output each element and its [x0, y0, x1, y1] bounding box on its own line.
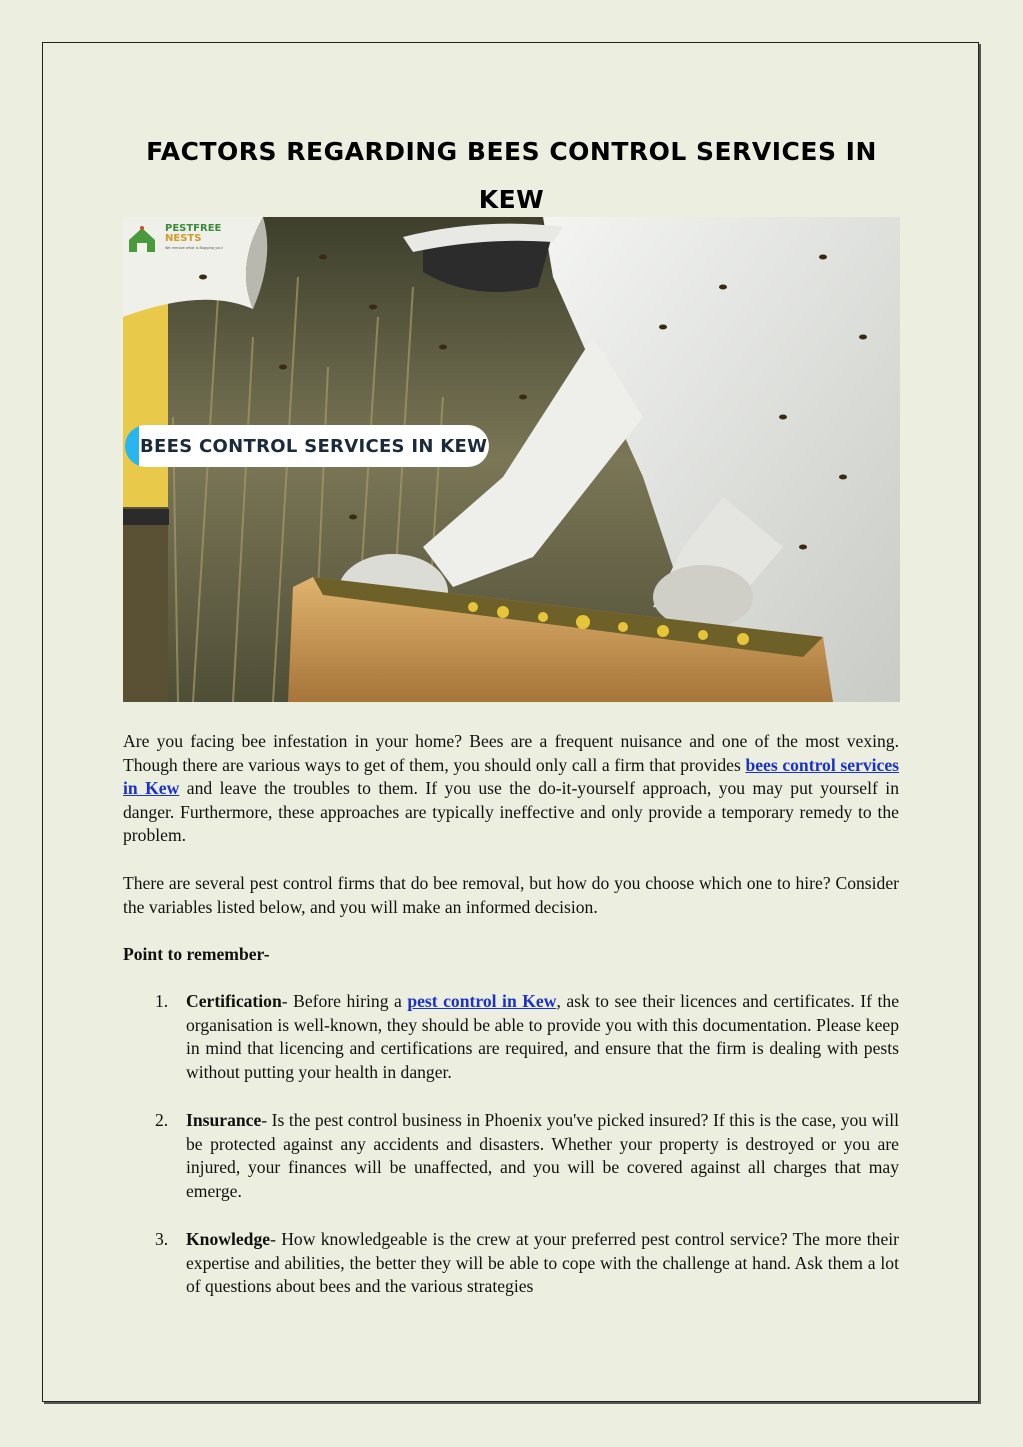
- house-logo-icon: [125, 224, 159, 254]
- second-paragraph-text: There are several pest control firms that do bee removal, but how do you choose which one to hire? Consider the variables listed below, and you will make an informed decision.: [123, 873, 899, 917]
- page-title: FACTORS REGARDING BEES CONTROL SERVICES IN KEW: [146, 137, 877, 214]
- list-item-text: [186, 1228, 899, 1299]
- list-number: 2.: [155, 1110, 169, 1130]
- hero-badge-label: BEES CONTROL SERVICES IN KEW: [140, 435, 488, 457]
- hero-badge: [125, 425, 489, 467]
- point-term: Certification: [186, 991, 282, 1011]
- point-term: Insurance: [186, 1110, 262, 1130]
- second-paragraph: [123, 872, 899, 919]
- intro-paragraph: [123, 730, 899, 848]
- list-item-text: [186, 990, 899, 1084]
- point-text: - Is the pest control business in Phoenix you've picked insured? If this is the case, you will be protected against any accidents and disasters. Whether your property is destroyed or you are injured, your finances will be unaffected, and you will be covered against all charges that may emerge.: [186, 1110, 899, 1201]
- logo-name: PESTFREE NESTS: [165, 223, 222, 244]
- intro-text: Are you facing bee infestation in your home? Bees are a frequent nuisance and one of the most vexing. Though there are various ways to get of them, you should only call a firm that provides: [123, 731, 899, 775]
- bees-control-link[interactable]: bees control services in Kew: [123, 754, 899, 799]
- logo-tagline: We remove what is Bugging you!: [165, 246, 223, 250]
- list-number: 1.: [155, 991, 169, 1011]
- pest-control-link[interactable]: pest control in Kew: [407, 991, 557, 1011]
- point-text: - Before hiring a: [281, 991, 408, 1011]
- intro-text-cont: and leave the troubles to them. If you use the do-it-yourself approach, you may put yourself in danger. Furthermore, these approaches are typically ineffective and only provide a temporary remedy to the problem.: [123, 778, 899, 846]
- company-logo: [125, 222, 235, 256]
- section-heading: Point to remember-: [123, 944, 270, 964]
- point-text: - How knowledgeable is the crew at your preferred pest control service? The more their expertise and abilities, the better they will be able to cope with the challenge at hand. Ask them a lot of questions about bees and the various strategies: [186, 1229, 899, 1297]
- list-item-text: [186, 1109, 899, 1203]
- list-number: 3.: [155, 1229, 169, 1249]
- point-term: Knowledge: [186, 1229, 271, 1249]
- point-text-cont: , ask to see their licences and certificates. If the organisation is well-known, they should be able to provide you with this documentation. Please keep in mind that licencing and certifications are required, and ensure that the firm is dealing with pests without putting your health in danger.: [186, 991, 900, 1082]
